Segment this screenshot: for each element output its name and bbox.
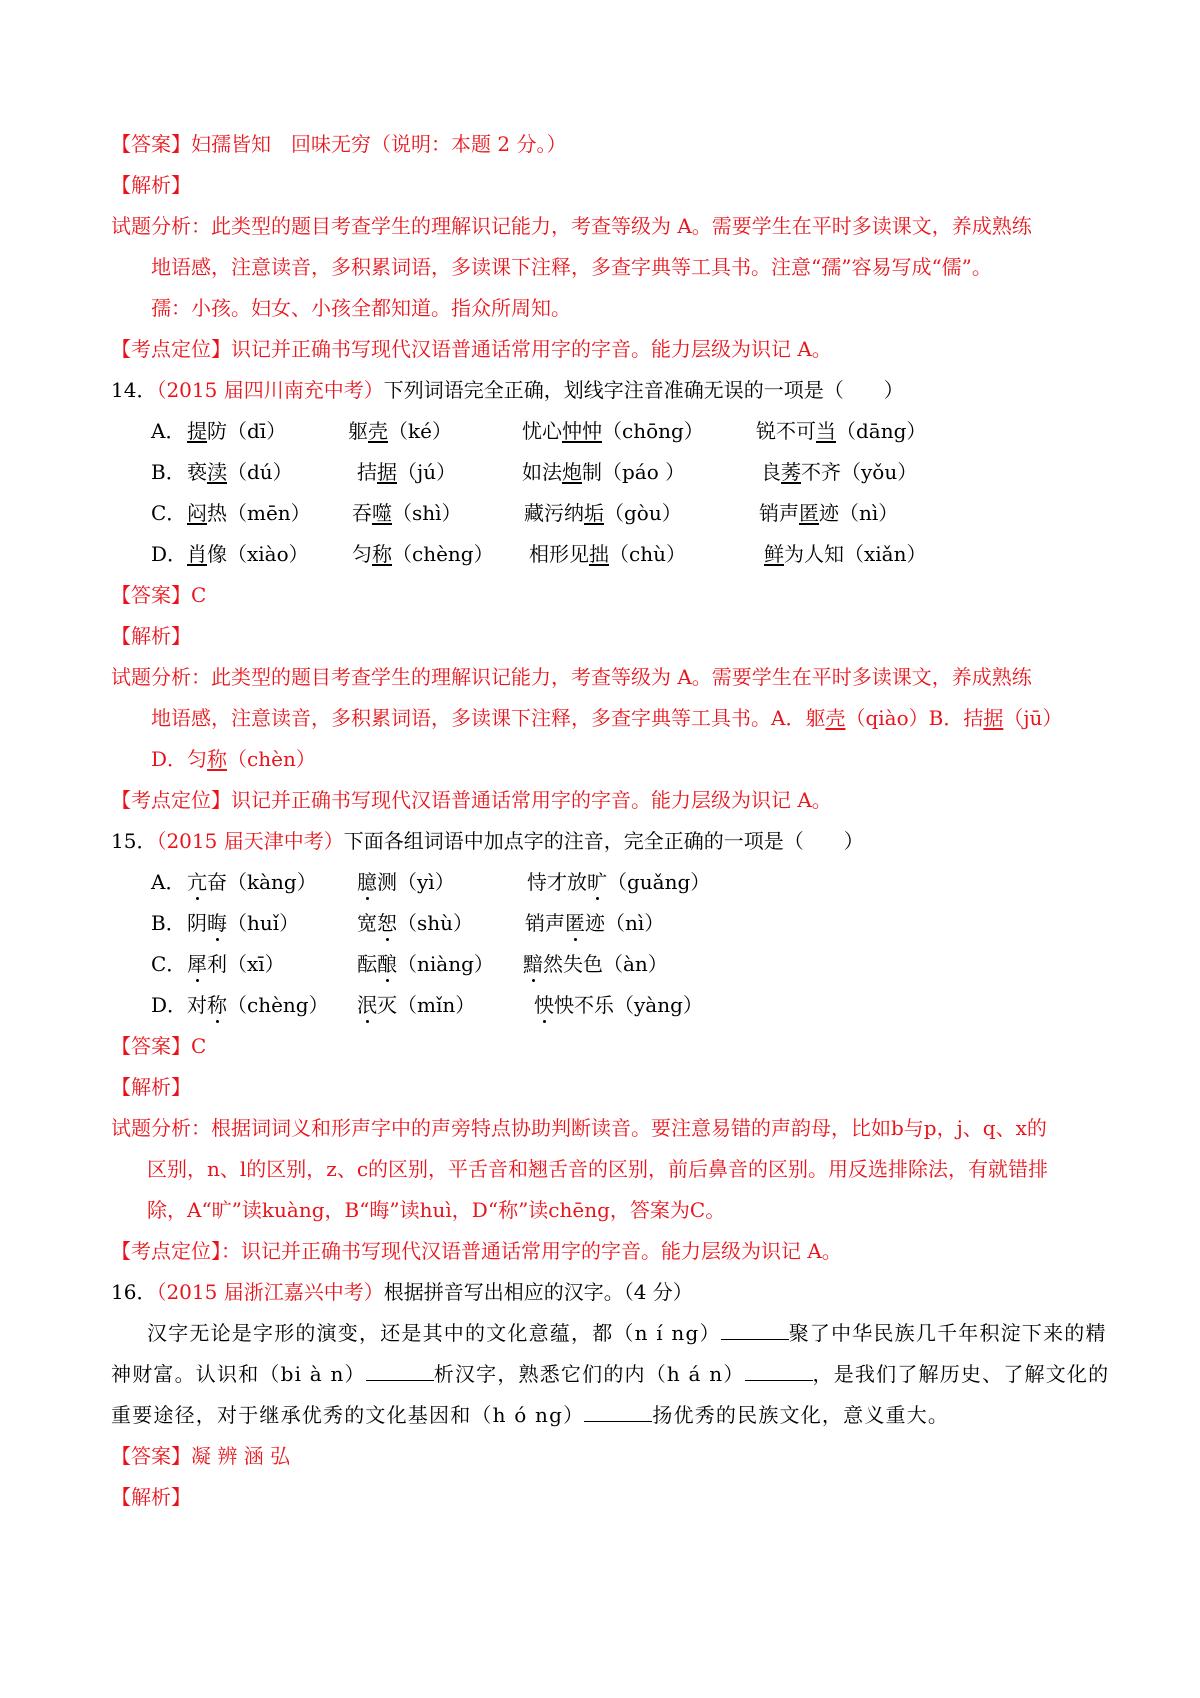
- option-word: 犀利（xī）: [187, 952, 285, 976]
- q16-passage-line: 重要途径，对于继承优秀的文化基因和（h ó ng） 扬优秀的民族文化，意义重大。: [111, 1403, 950, 1427]
- option-label: D．: [151, 993, 188, 1017]
- option-word: 拮据（jú）: [357, 460, 457, 484]
- option-word: 恃才放旷（guǎng）: [527, 870, 711, 894]
- option-label: D．: [151, 542, 188, 566]
- kaodian-tag: 【考点定位】: [111, 1239, 221, 1263]
- option-word: 提防（dī）: [187, 419, 287, 443]
- option-label: A．: [151, 870, 186, 894]
- q14-analysis-tag: 【解析】: [111, 624, 191, 648]
- q14-analysis-line: 地语感，注意读音，多积累词语，多读课下注释，多查字典等工具书。A．躯壳（qiào）B．拮据（jū）: [151, 706, 1063, 730]
- option-word: 相形见拙（chù）: [529, 542, 686, 566]
- answer-blank[interactable]: [721, 1321, 789, 1340]
- q15-analysis-line: 试题分析：根据词词义和形声字中的声旁特点协助判断读音。要注意易错的声韵母，比如b与p，j、q、x的: [111, 1116, 1047, 1140]
- option-word: 销声匿迹（nì）: [759, 501, 899, 525]
- option-word: 宽恕（shù）: [357, 911, 474, 935]
- question-number: 14．: [111, 378, 157, 402]
- q13-analysis-line: 试题分析：此类型的题目考查学生的理解识记能力，考查等级为 A。需要学生在平时多读课文，养成熟练: [111, 214, 1032, 238]
- q14-answer: [111, 581, 206, 609]
- option-word: 藏污纳垢（gòu）: [524, 501, 682, 525]
- q16-analysis-tag: 【解析】: [111, 1485, 191, 1509]
- q13-analysis-line: 地语感，注意读音，多积累词语，多读课下注释，多查字典等工具书。注意“孺”容易写成“儒”。: [151, 255, 992, 279]
- option-label: C．: [151, 952, 187, 976]
- option-word: 酝酿（niàng）: [357, 952, 494, 976]
- option-word: 阴晦（huǐ）: [187, 911, 300, 935]
- option-word: 对称（chèng）: [187, 993, 329, 1017]
- option-word: 销声匿迹（nì）: [525, 911, 665, 935]
- answer-tag: 【答案】: [111, 132, 191, 156]
- option-word: 良莠不齐（yǒu）: [761, 460, 918, 484]
- q15-option-d: [151, 991, 1151, 1019]
- q16-passage-line: 汉字无论是字形的演变，还是其中的文化意蕴，都（n í ng） 聚了中华民族几千年积淀下来的精: [147, 1321, 1107, 1345]
- q15-option-b: [151, 909, 1151, 937]
- kaodian-text: 识记并正确书写现代汉语普通话常用字的字音。能力层级为识记 A。: [231, 788, 832, 812]
- answer-blank[interactable]: [584, 1403, 652, 1422]
- q15-option-c: [151, 950, 1151, 978]
- answer-blank[interactable]: [745, 1362, 813, 1381]
- question-number: 15．: [111, 829, 157, 853]
- option-word: 亢奋（kàng）: [187, 870, 317, 894]
- q15-stem: [111, 827, 864, 855]
- q13-analysis-line: 孺：小孩。妇女、小孩全都知道。指众所周知。: [151, 296, 571, 320]
- option-word: 怏怏不乐（yàng）: [534, 993, 703, 1017]
- option-word: 亵渎（dú）: [187, 460, 293, 484]
- kaodian-tag: 【考点定位】: [111, 337, 231, 361]
- option-word: 吞噬（shì）: [352, 501, 462, 525]
- answer-blank[interactable]: [366, 1362, 434, 1381]
- option-word: 黯然失色（àn）: [523, 952, 668, 976]
- q15-analysis-line: 区别，n、l的区别，z、c的区别，平舌音和翘舌音的区别，前后鼻音的区别。用反选排除法，有就错排: [147, 1157, 1049, 1181]
- q15-analysis-tag: 【解析】: [111, 1075, 191, 1099]
- q14-kaodian: [111, 786, 832, 814]
- answer-text: 凝 辨 涵 弘: [191, 1444, 291, 1468]
- option-word: 躯壳（ké）: [348, 419, 452, 443]
- option-word: 泯灭（mǐn）: [357, 993, 476, 1017]
- kaodian-tag: 【考点定位】: [111, 788, 231, 812]
- question-text: 下面各组词语中加点字的注音，完全正确的一项是（ ）: [343, 829, 864, 853]
- option-label: A．: [151, 419, 186, 443]
- q14-option-c: [151, 499, 1151, 527]
- q16-answer: [111, 1442, 290, 1470]
- option-word: 臆测（yì）: [357, 870, 455, 894]
- q15-analysis-line: 除，A“旷”读kuàng，B“晦”读huì，D“称”读chēng，答案为C。: [147, 1198, 726, 1222]
- q14-analysis-line: 试题分析：此类型的题目考查学生的理解识记能力，考查等级为 A。需要学生在平时多读课文，养成熟练: [111, 665, 1032, 689]
- option-word: 匀称（chèng）: [352, 542, 494, 566]
- q13-kaodian: [111, 335, 832, 363]
- option-word: 闷热（mēn）: [187, 501, 311, 525]
- question-source: （2015 届浙江嘉兴中考）: [156, 1280, 384, 1304]
- question-source: （2015 届四川南充中考）: [156, 378, 384, 402]
- answer-tag: 【答案】: [111, 1034, 191, 1058]
- q15-option-a: [151, 868, 1151, 896]
- q14-option-d: [151, 540, 1151, 568]
- option-label: C．: [151, 501, 187, 525]
- option-word: 忧心忡忡（chōng）: [522, 419, 704, 443]
- q13-answer: [111, 130, 566, 158]
- q15-answer: [111, 1032, 206, 1060]
- q14-option-a: [151, 417, 1151, 445]
- question-number: 16．: [111, 1280, 157, 1304]
- q13-analysis-tag: 【解析】: [111, 173, 191, 197]
- answer-tag: 【答案】: [111, 1444, 191, 1468]
- q14-option-b: [151, 458, 1151, 486]
- answer-tag: 【答案】: [111, 583, 191, 607]
- q14-analysis-line: D．匀称（chèn）: [151, 747, 316, 771]
- option-word: 锐不可当（dāng）: [756, 419, 927, 443]
- option-label: B．: [151, 911, 186, 935]
- q14-stem: [111, 376, 904, 404]
- question-text: 根据拼音写出相应的汉字。（4 分）: [383, 1280, 693, 1304]
- option-word: 肖像（xiào）: [187, 542, 309, 566]
- option-word: 鲜为人知（xiǎn）: [764, 542, 927, 566]
- q16-passage-line: 神财富。认识和（bi à n） 析汉字，熟悉它们的内（h á n） ，是我们了解历史、了解文化的: [111, 1362, 1110, 1386]
- answer-text: C: [191, 1034, 207, 1058]
- question-text: 下列词语完全正确，划线字注音准确无误的一项是（ ）: [383, 378, 904, 402]
- q16-stem: [111, 1278, 693, 1306]
- kaodian-text: 识记并正确书写现代汉语普通话常用字的字音。能力层级为识记 A。: [231, 337, 832, 361]
- q15-kaodian: [111, 1237, 842, 1265]
- option-word: 如法炮制（páo ）: [522, 460, 686, 484]
- answer-text: 妇孺皆知 回味无穷（说明：本题 2 分。）: [191, 132, 567, 156]
- answer-text: C: [191, 583, 207, 607]
- kaodian-text: ：识记并正确书写现代汉语普通话常用字的字音。能力层级为识记 A。: [221, 1239, 842, 1263]
- question-source: （2015 届天津中考）: [156, 829, 344, 853]
- option-label: B．: [151, 460, 186, 484]
